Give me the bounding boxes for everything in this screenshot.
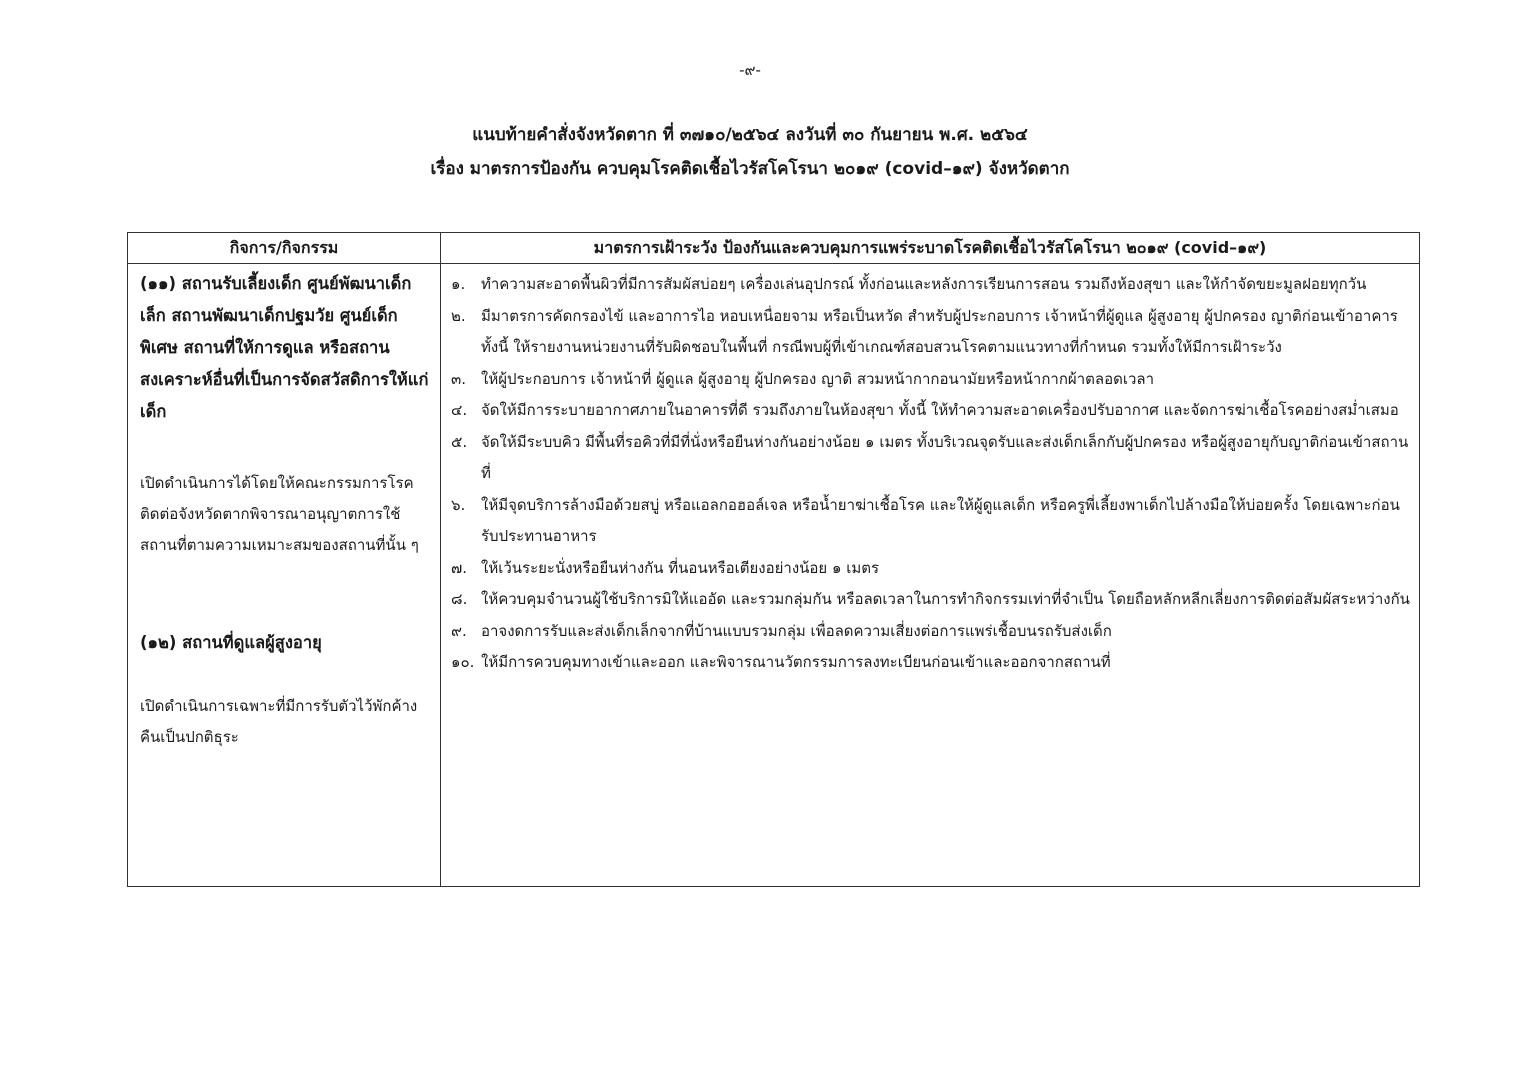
measure-item — [451, 584, 1413, 616]
header-line-reference: แนบท้ายคำสั่งจังหวัดตาก ที่ ๓๗๑๐/๒๕๖๔ ลงวันที่ ๓๐ กันยายน พ.ศ. ๒๕๖๔ — [472, 125, 1028, 145]
table-row — [128, 264, 1420, 887]
measure-list — [451, 269, 1413, 679]
measure-item — [451, 395, 1413, 427]
measure-text: มีมาตรการคัดกรองไข้ และอาการไอ หอบเหนื่อยจาม หรือเป็นหวัด สำหรับผู้ประกอบการ เจ้าหน้าที่ผู้ดูแล ผู้สูงอายุ ผู้ปกครอง ญาติก่อนเข้าอาคาร ทั้งนี้ ให้รายงานหน่วยงานที่รับผิดชอบในพื้นที่ กรณีพบผู้ที่เข้าเกณฑ์สอบสวนโรคตามแนวทางที่กำหนด รวมทั้งให้มีการเฝ้าระวัง — [481, 306, 1398, 356]
measure-number: ๔. — [451, 401, 468, 419]
activities-cell — [128, 264, 441, 887]
measure-item — [451, 301, 1413, 364]
document-header — [0, 118, 1500, 186]
measure-item — [451, 269, 1413, 301]
measure-item — [451, 616, 1413, 648]
measure-number: ๕. — [451, 432, 468, 451]
measures-cell — [441, 264, 1420, 887]
table-header-row — [128, 233, 1420, 264]
measure-text: จัดให้มีการระบายอากาศภายในอาคารที่ดี รวมถึงภายในห้องสุขา ทั้งนี้ ให้ทำความสะอาดเครื่องปรับอากาศ และจัดการฆ่าเชื้อโรคอย่างสม่ำเสมอ — [481, 401, 1399, 419]
measure-text: ให้มีการควบคุมทางเข้าและออก และพิจารณานวัตกรรมการลงทะเบียนก่อนเข้าและออกจากสถานที่ — [481, 653, 1111, 671]
measure-text: ให้ผู้ประกอบการ เจ้าหน้าที่ ผู้ดูแล ผู้สูงอายุ ผู้ปกครอง ญาติ สวมหน้ากากอนามัยหรือหน้ากากผ้าตลอดเวลา — [481, 369, 1154, 388]
activity-note-elderly-care: เปิดดำเนินการเฉพาะที่มีการรับตัวไว้พักค้างคืนเป็นปกติธุระ — [140, 697, 418, 746]
measure-number: ๘. — [451, 590, 468, 608]
measure-item — [451, 427, 1413, 490]
page-number: -๙- — [739, 61, 761, 79]
header-line-subject: เรื่อง มาตรการป้องกัน ควบคุมโรคติดเชื้อไวรัสโคโรนา ๒๐๑๙ (covid–๑๙) จังหวัดตาก — [430, 159, 1070, 179]
measure-number: ๗. — [451, 558, 468, 577]
measure-text: ให้ควบคุมจำนวนผู้ใช้บริการมิให้แออัด และรวมกลุ่มกัน หรือลดเวลาในการทำกิจกรรมเท่าที่จำเป็น โดยถือหลักหลีกเลี่ยงการติดต่อสัมผัสระหว่างกัน — [481, 590, 1410, 608]
measure-text: อาจงดการรับและส่งเด็กเล็กจากที่บ้านแบบรวมกลุ่ม เพื่อลดความเสี่ยงต่อการแพร่เชื้อบนรถรับส่งเด็ก — [481, 621, 1112, 640]
measure-number: ๑๐. — [451, 653, 475, 671]
column-header-activity: กิจการ/กิจกรรม — [128, 233, 441, 264]
measure-number: ๖. — [451, 495, 466, 514]
measure-number: ๑. — [451, 275, 466, 293]
measure-number: ๙. — [451, 621, 467, 640]
measure-item — [451, 490, 1413, 553]
measure-text: ให้มีจุดบริการล้างมือด้วยสบู่ หรือแอลกอฮอล์เจล หรือน้ำยาฆ่าเชื้อโรค และให้ผู้ดูแลเด็ก หรือครูพี่เลี้ยงพาเด็กไปล้างมือให้บ่อยครั้ง โดยเฉพาะก่อนรับประทานอาหาร — [481, 495, 1400, 545]
activity-note-childcare: เปิดดำเนินการได้โดยให้คณะกรรมการโรคติดต่อจังหวัดตากพิจารณาอนุญาตการใช้สถานที่ตามความเหมาะสมของสถานที่นั้น ๆ — [140, 474, 419, 554]
measure-number: ๒. — [451, 306, 466, 325]
measure-text: จัดให้มีระบบคิว มีพื้นที่รอคิวที่มีที่นั่งหรือยืนห่างกันอย่างน้อย ๑ เมตร ทั้งบริเวณจุดรับและส่งเด็กเล็กกับผู้ปกครอง หรือผู้สูงอายุกับญาติก่อนเข้าสถานที่ — [481, 432, 1409, 482]
measure-item — [451, 364, 1413, 396]
measures-table — [127, 232, 1420, 887]
measure-number: ๓. — [451, 369, 467, 388]
measure-item — [451, 553, 1413, 585]
measure-item — [451, 647, 1413, 679]
activity-title-elderly-care: (๑๒) สถานที่ดูแลผู้สูงอายุ — [140, 633, 322, 652]
measure-text: ทำความสะอาดพื้นผิวที่มีการสัมผัสบ่อยๆ เครื่องเล่นอุปกรณ์ ทั้งก่อนและหลังการเรียนการสอน รวมถึงห้องสุขา และให้กำจัดขยะมูลฝอยทุกวัน — [481, 275, 1367, 293]
activity-title-childcare: (๑๑) สถานรับเลี้ยงเด็ก ศูนย์พัฒนาเด็กเล็ก สถานพัฒนาเด็กปฐมวัย ศูนย์เด็กพิเศษ สถานที่ให้การดูแล หรือสถานสงเคราะห์อื่นที่เป็นการจัดสวัสดิการให้แก่เด็ก — [140, 274, 429, 421]
column-header-measures: มาตรการเฝ้าระวัง ป้องกันและควบคุมการแพร่ระบาดโรคติดเชื้อไวรัสโคโรนา ๒๐๑๙ (covid–๑๙) — [441, 233, 1420, 264]
measure-text: ให้เว้นระยะนั่งหรือยืนห่างกัน ที่นอนหรือเตียงอย่างน้อย ๑ เมตร — [481, 558, 880, 577]
